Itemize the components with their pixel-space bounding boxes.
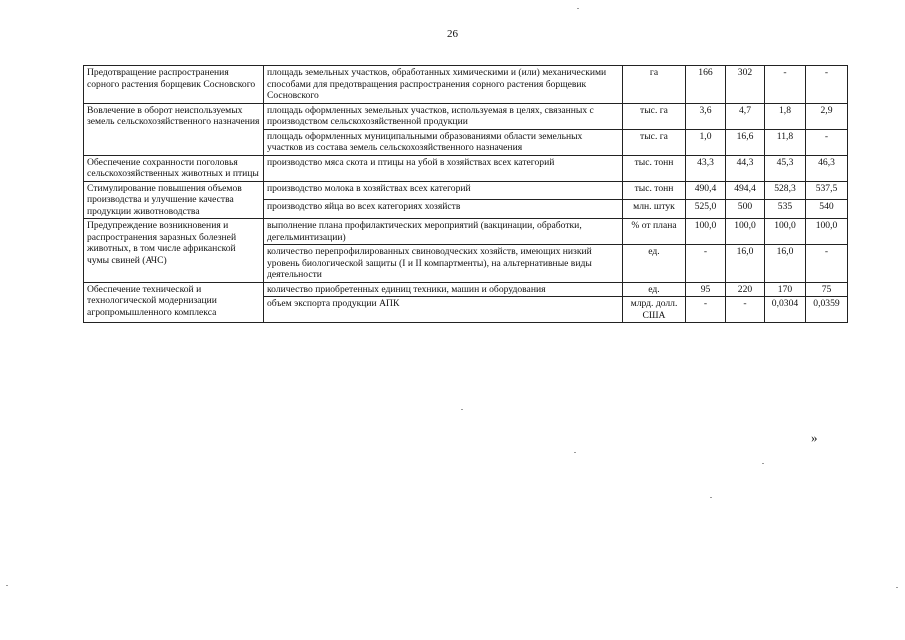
page-number: 26 xyxy=(447,28,458,40)
value-cell: 3,6 xyxy=(686,103,726,129)
table-row xyxy=(84,103,848,129)
value-cell: - xyxy=(726,297,765,323)
value-cell: 100,0 xyxy=(806,219,848,245)
goal-cell: Предупреждение возникновения и распространения заразных болезней животных, в том числе африканской чумы свиней (АЧС) xyxy=(84,219,264,283)
scan-speck xyxy=(896,587,898,588)
goal-cell: Стимулирование повышения объемов производства и улучшение качества продукции животноводства xyxy=(84,181,264,219)
unit-cell: тыс. га xyxy=(623,103,686,129)
value-cell: 95 xyxy=(686,282,726,297)
unit-cell: ед. xyxy=(623,245,686,283)
unit-cell: тыс. тонн xyxy=(623,181,686,200)
unit-cell: % от плана xyxy=(623,219,686,245)
value-cell: - xyxy=(686,297,726,323)
indicator-cell: количество перепрофилированных свиноводческих хозяйств, имеющих низкий уровень биологической защиты (I и II компартменты), на альтернативные виды деятельности xyxy=(264,245,623,283)
value-cell: 490,4 xyxy=(686,181,726,200)
value-cell: 4,7 xyxy=(726,103,765,129)
value-cell: 44,3 xyxy=(726,155,765,181)
scan-speck xyxy=(6,585,8,586)
value-cell: - xyxy=(806,66,848,104)
scan-speck xyxy=(577,8,579,9)
value-cell: 0,0304 xyxy=(765,297,806,323)
table-row xyxy=(84,181,848,200)
value-cell: 100,0 xyxy=(765,219,806,245)
value-cell: 525,0 xyxy=(686,200,726,219)
goal-cell: Предотвращение распространения сорного растения борщевик Сосновского xyxy=(84,66,264,104)
value-cell: 537,5 xyxy=(806,181,848,200)
table-row xyxy=(84,282,848,297)
value-cell: 540 xyxy=(806,200,848,219)
value-cell: 16,6 xyxy=(726,129,765,155)
closing-quote: » xyxy=(811,430,818,445)
unit-cell: млн. штук xyxy=(623,200,686,219)
goal-cell: Вовлечение в оборот неиспользуемых земель сельскохозяйственного назначения xyxy=(84,103,264,155)
scan-speck xyxy=(762,463,764,464)
value-cell: 16,0 xyxy=(726,245,765,283)
value-cell: 1,0 xyxy=(686,129,726,155)
goal-cell: Обеспечение технической и технологической модернизации агропромышленного комплекса xyxy=(84,282,264,323)
scan-speck xyxy=(461,409,463,410)
value-cell: 1,8 xyxy=(765,103,806,129)
value-cell: 0,0359 xyxy=(806,297,848,323)
value-cell: 528,3 xyxy=(765,181,806,200)
goal-cell: Обеспечение сохранности поголовья сельскохозяйственных животных и птицы xyxy=(84,155,264,181)
value-cell: 500 xyxy=(726,200,765,219)
scan-speck xyxy=(710,497,712,498)
unit-cell: га xyxy=(623,66,686,104)
table-row xyxy=(84,155,848,181)
unit-cell: ед. xyxy=(623,282,686,297)
indicator-cell: площадь земельных участков, обработанных химическими и (или) механическими способами для предотвращения распространения сорного растения борщевик Сосновского xyxy=(264,66,623,104)
unit-cell: млрд. долл. США xyxy=(623,297,686,323)
value-cell: - xyxy=(686,245,726,283)
unit-cell: тыс. тонн xyxy=(623,155,686,181)
indicator-cell: объем экспорта продукции АПК xyxy=(264,297,623,323)
value-cell: - xyxy=(806,129,848,155)
value-cell: 11,8 xyxy=(765,129,806,155)
value-cell: 100,0 xyxy=(726,219,765,245)
indicator-cell: производство яйца во всех категориях хозяйств xyxy=(264,200,623,219)
value-cell: 494,4 xyxy=(726,181,765,200)
table-row xyxy=(84,66,848,104)
indicators-table xyxy=(83,65,848,323)
indicator-cell: площадь оформленных земельных участков, используемая в целях, связанных с производством сельскохозяйственной продукции xyxy=(264,103,623,129)
value-cell: - xyxy=(765,66,806,104)
value-cell: - xyxy=(806,245,848,283)
value-cell: 46,3 xyxy=(806,155,848,181)
value-cell: 2,9 xyxy=(806,103,848,129)
value-cell: 43,3 xyxy=(686,155,726,181)
value-cell: 535 xyxy=(765,200,806,219)
indicator-cell: выполнение плана профилактических мероприятий (вакцинации, обработки, дегельминтизации) xyxy=(264,219,623,245)
indicator-cell: площадь оформленных муниципальными образованиями области земельных участков из состава земель сельскохозяйственного назначения xyxy=(264,129,623,155)
indicator-cell: количество приобретенных единиц техники, машин и оборудования xyxy=(264,282,623,297)
indicator-cell: производство молока в хозяйствах всех категорий xyxy=(264,181,623,200)
value-cell: 166 xyxy=(686,66,726,104)
unit-cell: тыс. га xyxy=(623,129,686,155)
indicator-cell: производство мяса скота и птицы на убой в хозяйствах всех категорий xyxy=(264,155,623,181)
table-row xyxy=(84,219,848,245)
value-cell: 75 xyxy=(806,282,848,297)
value-cell: 302 xyxy=(726,66,765,104)
value-cell: 100,0 xyxy=(686,219,726,245)
value-cell: 170 xyxy=(765,282,806,297)
value-cell: 220 xyxy=(726,282,765,297)
value-cell: 45,3 xyxy=(765,155,806,181)
scan-speck xyxy=(574,452,576,453)
value-cell: 16,0 xyxy=(765,245,806,283)
